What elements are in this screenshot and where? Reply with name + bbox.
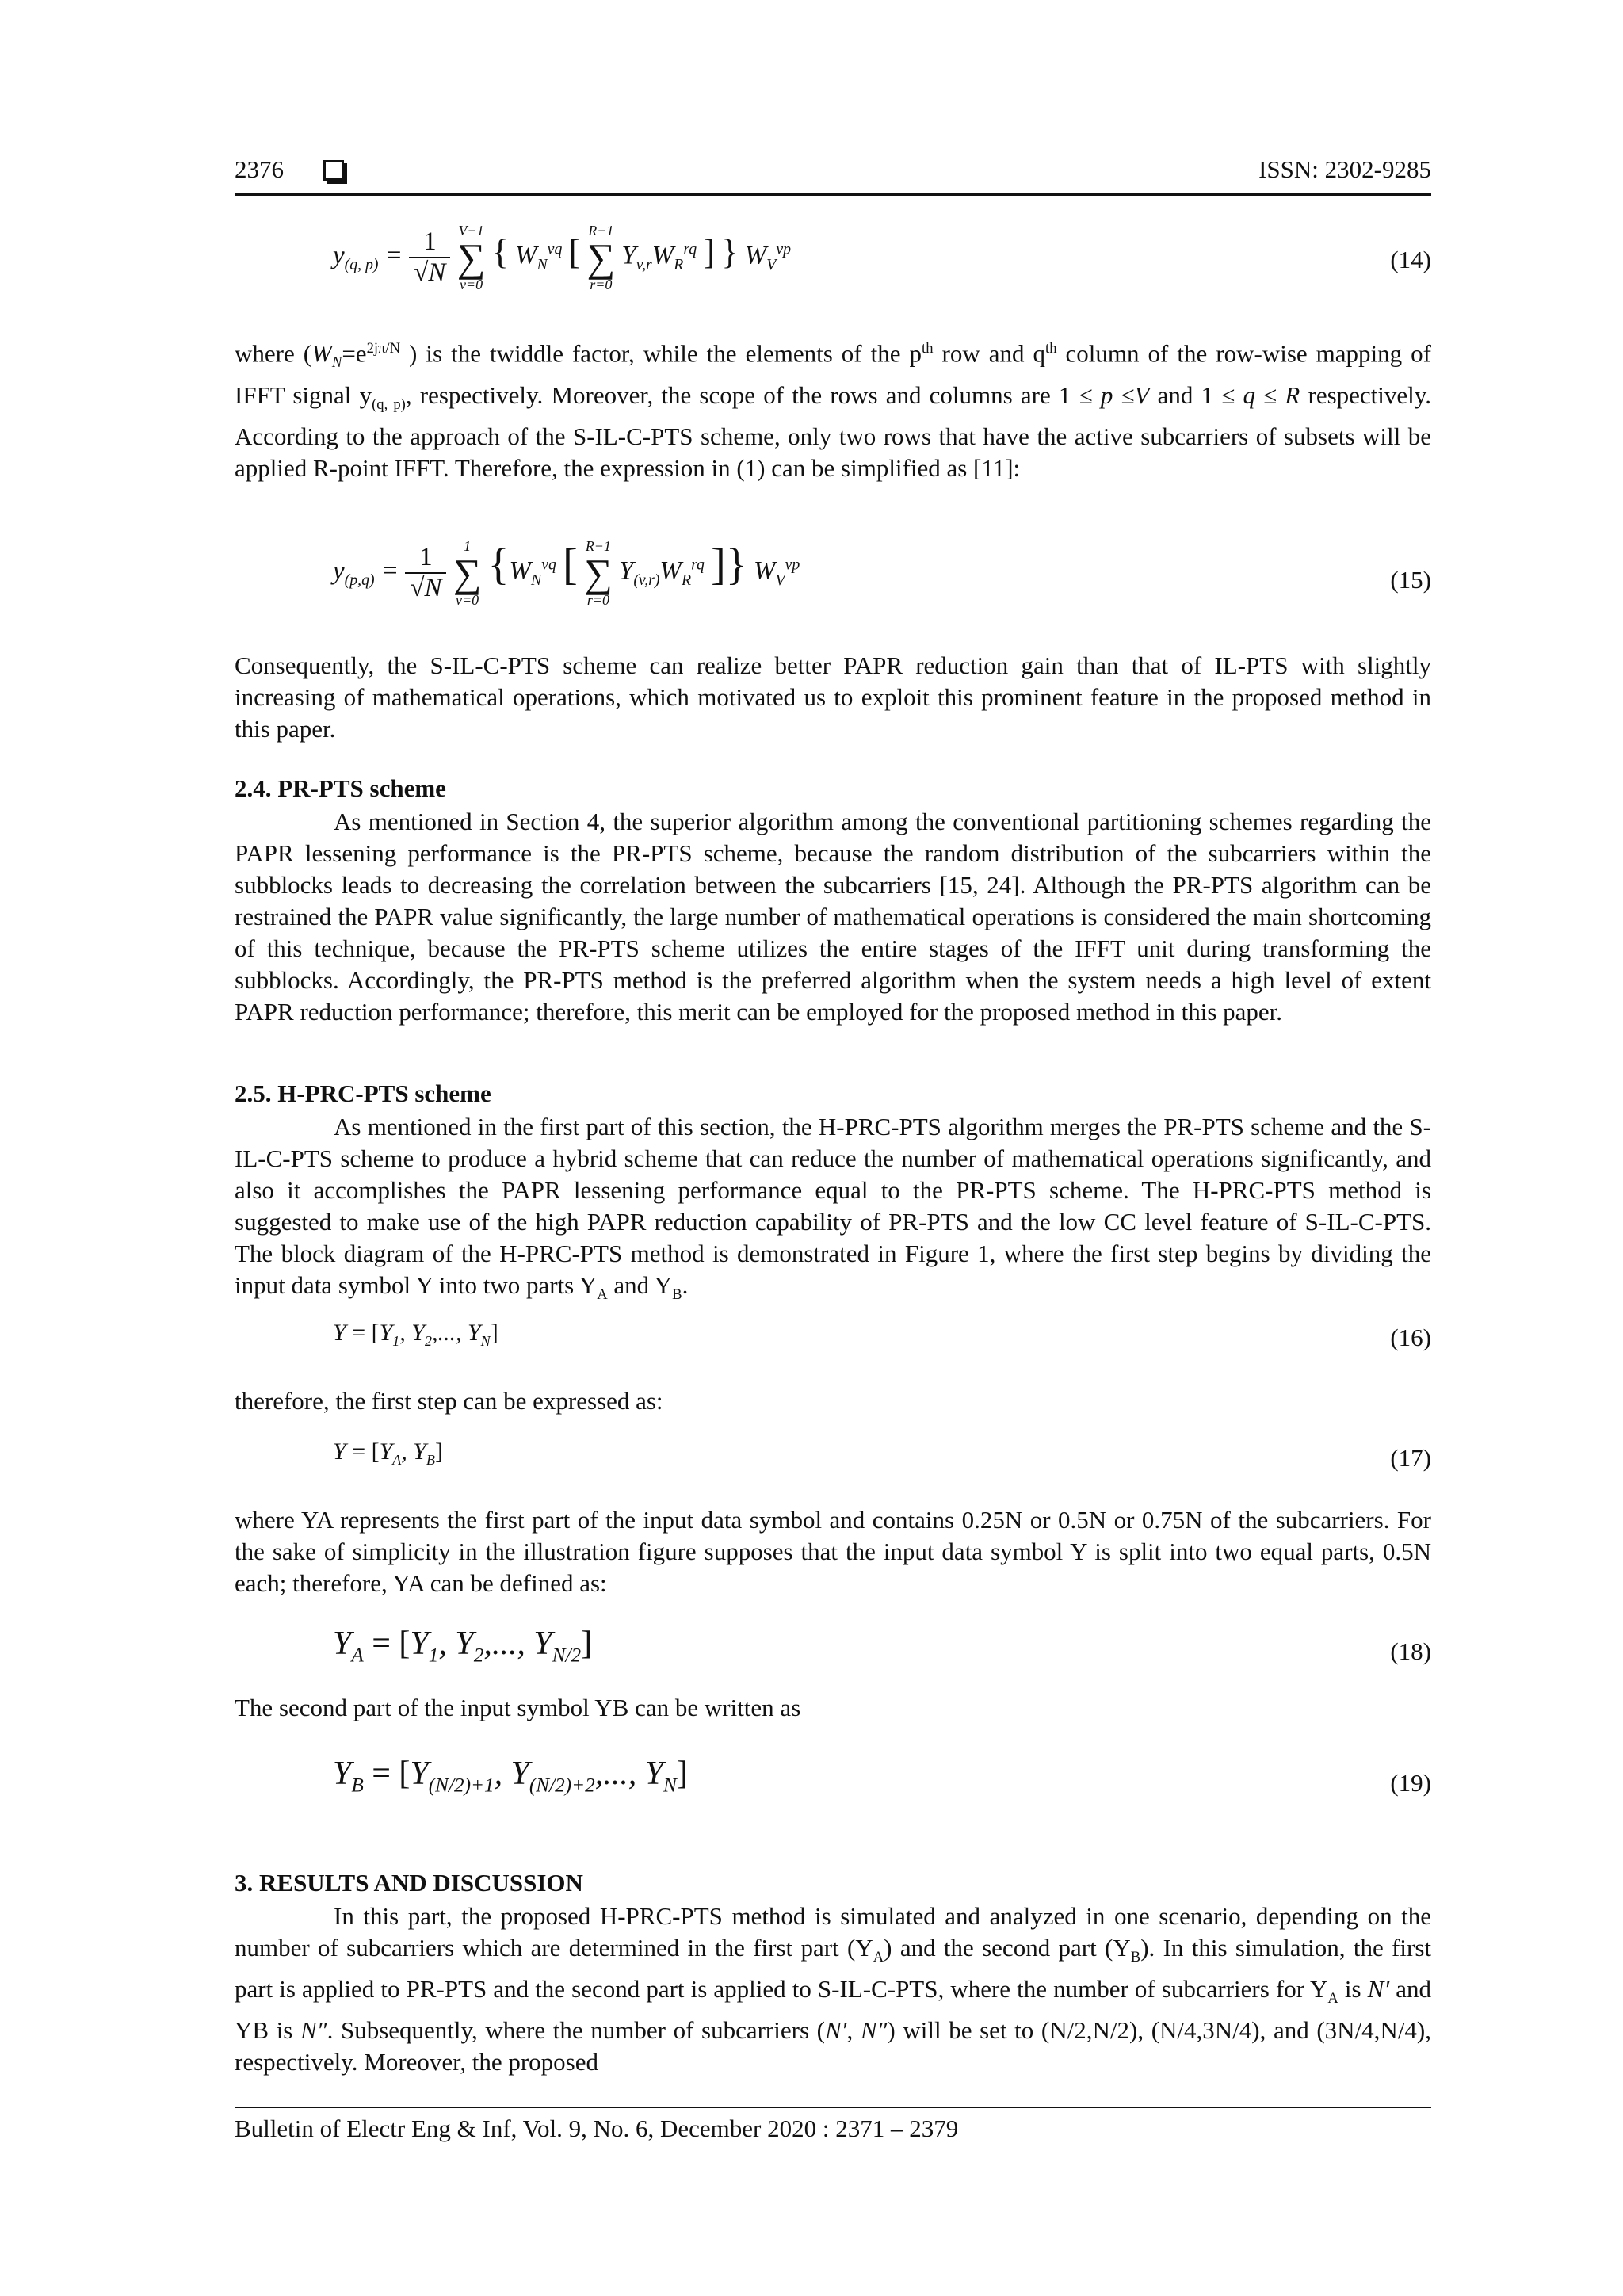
equation-number-19: (19) bbox=[1390, 1769, 1431, 1797]
equation-number-14: (14) bbox=[1390, 246, 1431, 273]
footer-citation: Bulletin of Electr Eng & Inf, Vol. 9, No. 6, December 2020 : 2371 – 2379 bbox=[235, 2115, 959, 2142]
heading-2-5: 2.5. H-PRC-PTS scheme bbox=[235, 1079, 491, 1107]
page-header bbox=[235, 155, 1431, 193]
paragraph-consequently: Consequently, the S-IL-C-PTS scheme can realize better PAPR reduction gain than that of IL-PTS with slightly increasing of mathematical operations, which motivated us to exploit this prominent feature in the proposed method in this paper. bbox=[235, 651, 1431, 743]
equation-19: $Y_B = [Y_{(N/2)+1}$, $Y_{(N/2)+2}$,..., $Y_N$] bbox=[333, 1755, 688, 1797]
equation-number-17: (17) bbox=[1390, 1444, 1431, 1472]
equation-18: $Y_A = [Y_1$, $Y_2$,..., $Y_{N/2}$] bbox=[333, 1626, 593, 1667]
equation-17: $Y = [Y_A$, $Y_B$] bbox=[333, 1438, 443, 1468]
equation-number-18: (18) bbox=[1390, 1637, 1431, 1665]
heading-2-4: 2.4. PR-PTS scheme bbox=[235, 774, 446, 802]
footer-rule bbox=[235, 2107, 1431, 2108]
paragraph-first-step: therefore, the first step can be expressed as: bbox=[235, 1387, 663, 1415]
paragraph-h-prc-pts: As mentioned in the first part of this section, the H-PRC-PTS algorithm merges the PR-PTS scheme and the S-IL-C-PTS scheme to produce a hybrid scheme that can reduce the number of mathematical operations significantly, and also it accomplishes the PAPR lessening performance equal to the PR-PTS scheme. The H-PRC-PTS method is suggested to make use of the high PAPR reduction capability of PR-PTS and the low CC level feature of S-IL-C-PTS. The block diagram of the H-PRC-PTS method is demonstrated in Figure 1, where the first step begins by dividing the input data symbol Y into two parts $Y_A$ and $Y_B$. bbox=[235, 1113, 1431, 1304]
header-rule bbox=[235, 193, 1431, 196]
equation-15: $y_{(p,q)}$ = $\frac{1}{√N}$ 1 ∑ v=0 {$W_N^{vq}$ [ R−1 ∑ r=0 $Y_{(v,r)}W_R^{rq}$ ]} $W_V^{vp}$ bbox=[333, 538, 800, 608]
paragraph-results: In this part, the proposed H-PRC-PTS method is simulated and analyzed in one scenario, depending on the number of subcarriers which are determined in the first part $(Y_A)$ and the second part $(Y_B)$. In this simulation, the first part is applied to PR-PTS and the second part is applied to S-IL-C-PTS, where the number of subcarriers for $Y_A$ is N′ and YB is N″. Subsequently, where the number of subcarriers (N′, N″) will be set to (N/2,N/2), (N/4,3N/4), and (3N/4,N/4), respectively. Moreover, the proposed bbox=[235, 1902, 1432, 2076]
paragraph-twiddle: where ($W_N=e^{2j\pi/N}$ ) is the twiddle factor, while the elements of the $p^{th}$ row and $q^{th}$ column of the row-wise mapping of IFFT signal $y_{(q, p)}$, respectively. Moreover, the scope of the rows and columns are 1 ≤ p ≤V and 1 ≤ q ≤ R respectively. According to the approach of the S-IL-C-PTS scheme, only two rows that have the active subcarriers of subsets will be applied R-point IFFT. Therefore, the expression in (1) can be simplified as [11]: bbox=[235, 339, 1432, 482]
equation-16: $Y = [Y_1$, $Y_2$,..., $Y_N$] bbox=[333, 1320, 498, 1349]
equation-number-16: (16) bbox=[1390, 1324, 1431, 1351]
page-number: 2376 bbox=[235, 155, 284, 183]
paragraph-pr-pts: As mentioned in Section 4, the superior algorithm among the conventional partitioning schemes regarding the PAPR lessening performance is the PR-PTS scheme, because the random distribution of the subcarriers within the subblocks leads to decreasing the correlation between the subcarriers [15, 24]. Although the PR-PTS algorithm can be restrained the PAPR value significantly, the large number of mathematical operations is considered the main shortcoming of this technique, because the PR-PTS scheme utilizes the entire stages of the IFFT unit during transforming the subblocks. Accordingly, the PR-PTS method is the preferred algorithm when the system needs a high level of extent PAPR reduction performance; therefore, this merit can be employed for the proposed method in this paper. bbox=[235, 808, 1431, 1026]
paragraph-ya: where YA represents the first part of the input data symbol and contains 0.25N or 0.5N or 0.75N of the subcarriers. For the sake of simplicity in the illustration figure supposes that the input data symbol Y is split into two equal parts, 0.5N each; therefore, YA can be defined as: bbox=[235, 1506, 1431, 1597]
issn-label: ISSN: 2302-9285 bbox=[1258, 155, 1431, 183]
equation-number-15: (15) bbox=[1390, 566, 1431, 594]
square-bullet-icon bbox=[323, 160, 344, 181]
equation-14: $y_{(q, p)}$ = $\frac{1}{√N}$ V−1 ∑ v=0 { $W_N^{vq}$ [ R−1 ∑ r=0 $Y_{v,r}W_R^{rq}$ ] } $W_V^{vp}$ bbox=[333, 223, 791, 292]
heading-3: 3. RESULTS AND DISCUSSION bbox=[235, 1869, 583, 1897]
paragraph-yb: The second part of the input symbol YB can be written as bbox=[235, 1694, 801, 1721]
